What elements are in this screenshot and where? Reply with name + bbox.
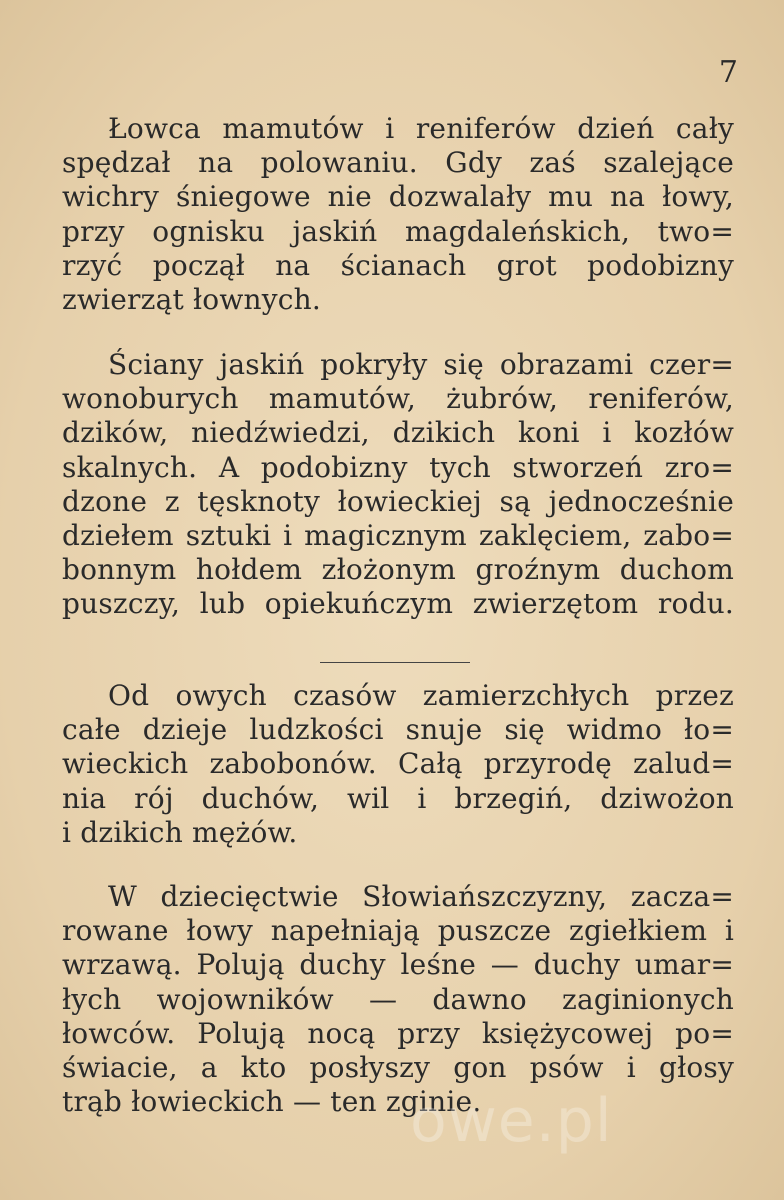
text-line: rzyć począł na ścianach grot podobizny — [62, 248, 734, 282]
page-number: 7 — [718, 55, 738, 90]
text-line: łowców. Polują nocą przy księżycowej po= — [62, 1016, 734, 1050]
text-line: całe dzieje ludzkości snuje się widmo ło= — [62, 713, 734, 747]
text-line: bonnym hołdem złożonym groźnym duchom — [62, 553, 734, 587]
text-line: dzone z tęsknoty łowieckiej są jednocześnie — [62, 484, 734, 518]
paragraph-3 — [62, 679, 734, 850]
text-line: łych wojowników — dawno zaginionych — [62, 982, 734, 1016]
paragraph-1 — [62, 112, 734, 317]
text-line: puszczy, lub opiekuńczym zwierzętom rodu. — [62, 587, 734, 621]
text-line: świacie, a kto posłyszy gon psów i głosy — [62, 1050, 734, 1084]
section-divider — [320, 662, 470, 663]
text-line: rowane łowy napełniają puszcze zgiełkiem i — [62, 914, 734, 948]
text-line: skalnych. A podobizny tych stworzeń zro= — [62, 450, 734, 484]
watermark: owe.pl — [410, 1086, 613, 1156]
paragraph-2 — [62, 348, 734, 622]
text-line: spędzał na polowaniu. Gdy zaś szalejące — [62, 146, 734, 180]
text-line: wichry śniegowe nie dozwalały mu na łowy, — [62, 180, 734, 214]
text-line: Od owych czasów zamierzchłych przez — [108, 679, 734, 712]
text-line: przy ognisku jaskiń magdaleńskich, two= — [62, 214, 734, 248]
text-line: nia rój duchów, wil i brzegiń, dziwożon — [62, 781, 734, 815]
text-line: W dziecięctwie Słowiańszczyzny, zacza= — [108, 880, 734, 913]
text-line: wieckich zabobonów. Całą przyrodę zalud= — [62, 747, 734, 781]
text-line: wonoburych mamutów, żubrów, reniferów, — [62, 382, 734, 416]
text-line: Łowca mamutów i reniferów dzień cały — [108, 112, 734, 145]
text-line: dzików, niedźwiedzi, dzikich koni i kozłów — [62, 416, 734, 450]
text-line: dziełem sztuki i magicznym zaklęciem, zabo= — [62, 518, 734, 552]
text-line: zwierząt łownych. — [62, 282, 321, 316]
text-line: Ściany jaskiń pokryły się obrazami czer= — [108, 348, 734, 381]
paragraph-4 — [62, 880, 734, 1119]
text-line: wrzawą. Polują duchy leśne — duchy umar= — [62, 948, 734, 982]
text-line: i dzikich mężów. — [62, 815, 298, 849]
text-line: trąb łowieckich — ten zginie. — [62, 1085, 482, 1119]
